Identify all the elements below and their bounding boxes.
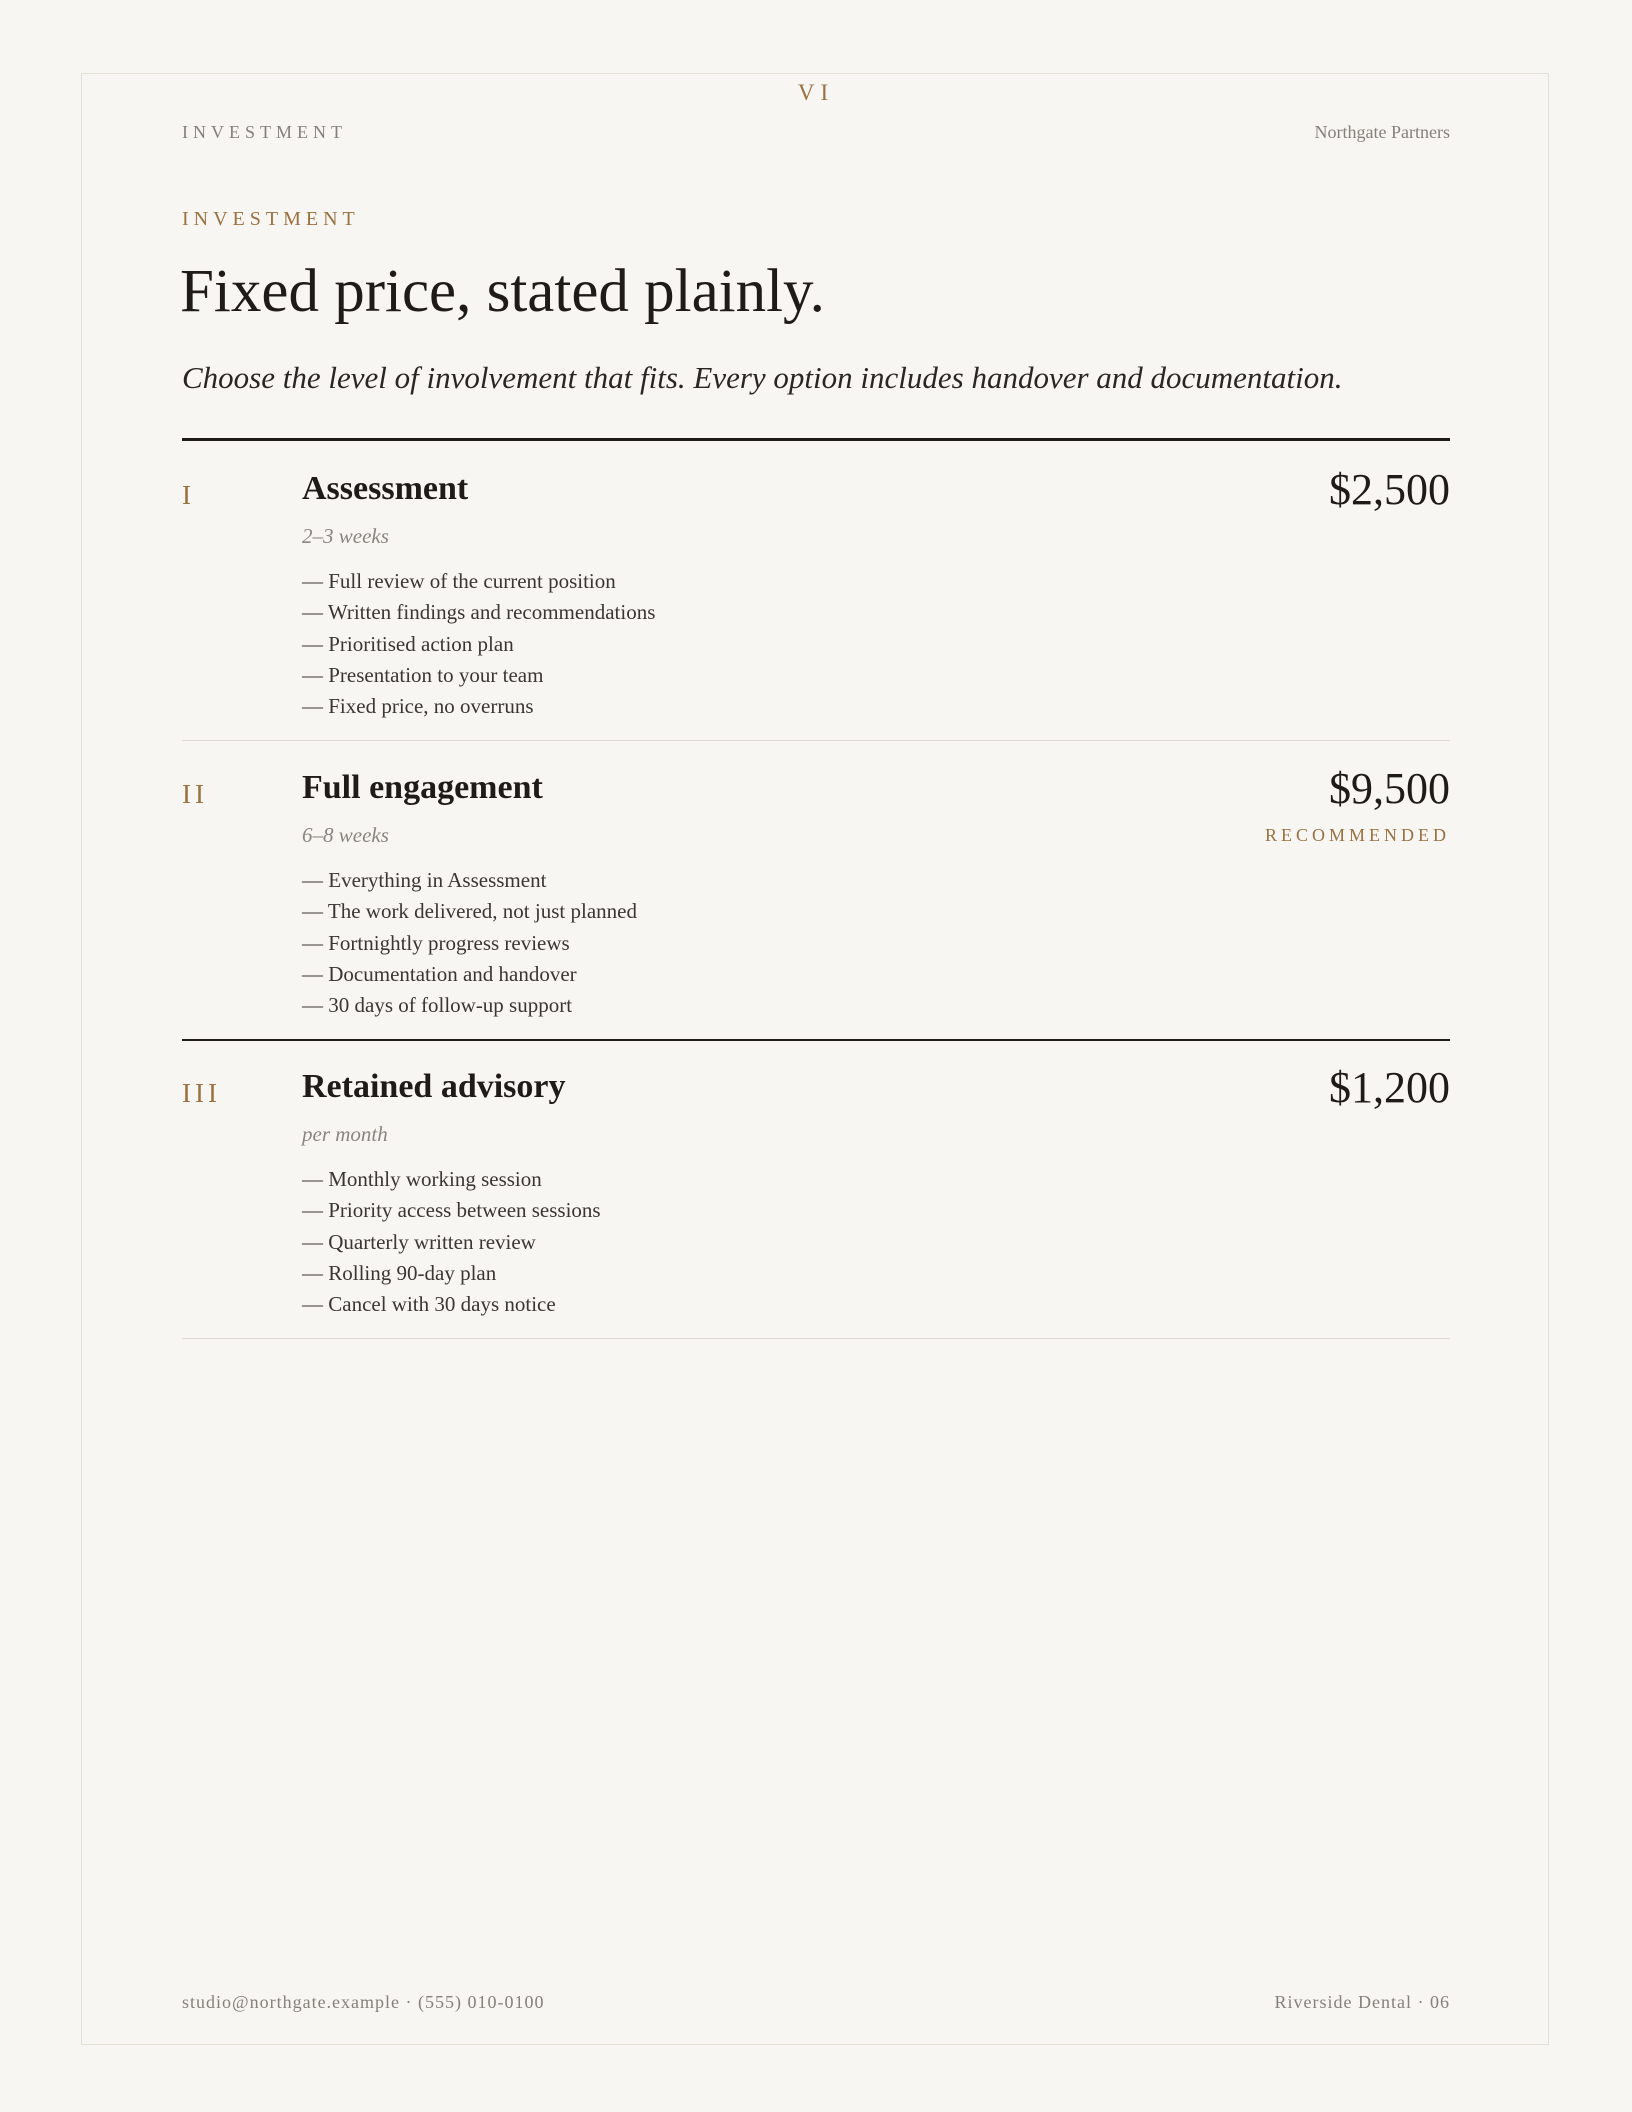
option-numeral: II: [182, 779, 208, 809]
feature-item: — The work delivered, not just planned: [302, 896, 637, 927]
option-feature-list: [302, 865, 637, 1021]
option-divider: [182, 740, 1450, 741]
option-price: $9,500: [1329, 764, 1450, 813]
page-title: Fixed price, stated plainly.: [180, 258, 825, 325]
feature-item: — Documentation and handover: [302, 959, 637, 990]
feature-item: — Everything in Assessment: [302, 865, 637, 896]
option-price: $2,500: [1329, 465, 1450, 514]
option-feature-list: [302, 1164, 601, 1320]
option-name: Full engagement: [302, 769, 543, 806]
feature-item: — Rolling 90-day plan: [302, 1258, 601, 1289]
bottom-rule: [182, 1338, 1450, 1339]
footer-client-page: Riverside Dental · 06: [1274, 1992, 1450, 2012]
folio-numeral: VI: [797, 80, 835, 105]
top-rule: [182, 438, 1450, 441]
feature-item: — Prioritised action plan: [302, 629, 655, 660]
option-feature-list: [302, 566, 655, 722]
footer-contact: studio@northgate.example · (555) 010-0100: [182, 1992, 545, 2012]
option-name: Retained advisory: [302, 1068, 566, 1105]
section-eyebrow: INVESTMENT: [182, 208, 360, 230]
feature-item: — Quarterly written review: [302, 1227, 601, 1258]
recommended-badge: RECOMMENDED: [1264, 825, 1450, 845]
feature-item: — Written findings and recommendations: [302, 597, 655, 628]
option-duration: 2–3 weeks: [302, 524, 389, 548]
feature-item: — Fortnightly progress reviews: [302, 928, 637, 959]
feature-item: — Presentation to your team: [302, 660, 655, 691]
option-name: Assessment: [302, 470, 469, 507]
option-divider-strong: [182, 1039, 1450, 1041]
feature-item: — Full review of the current position: [302, 566, 655, 597]
option-duration: 6–8 weeks: [302, 823, 389, 847]
feature-item: — 30 days of follow-up support: [302, 990, 637, 1021]
option-numeral: III: [182, 1078, 221, 1108]
feature-item: — Monthly working session: [302, 1164, 601, 1195]
feature-item: — Fixed price, no overruns: [302, 691, 655, 722]
option-price: $1,200: [1329, 1063, 1450, 1112]
feature-item: — Priority access between sessions: [302, 1195, 601, 1226]
feature-item: — Cancel with 30 days notice: [302, 1289, 601, 1320]
running-head-firm: Northgate Partners: [1314, 122, 1450, 142]
option-duration: per month: [302, 1122, 388, 1146]
running-head-section: INVESTMENT: [182, 122, 347, 142]
option-numeral: I: [182, 480, 195, 510]
page-subtitle: Choose the level of involvement that fits. Every option includes handover and documentation.: [182, 360, 1343, 395]
